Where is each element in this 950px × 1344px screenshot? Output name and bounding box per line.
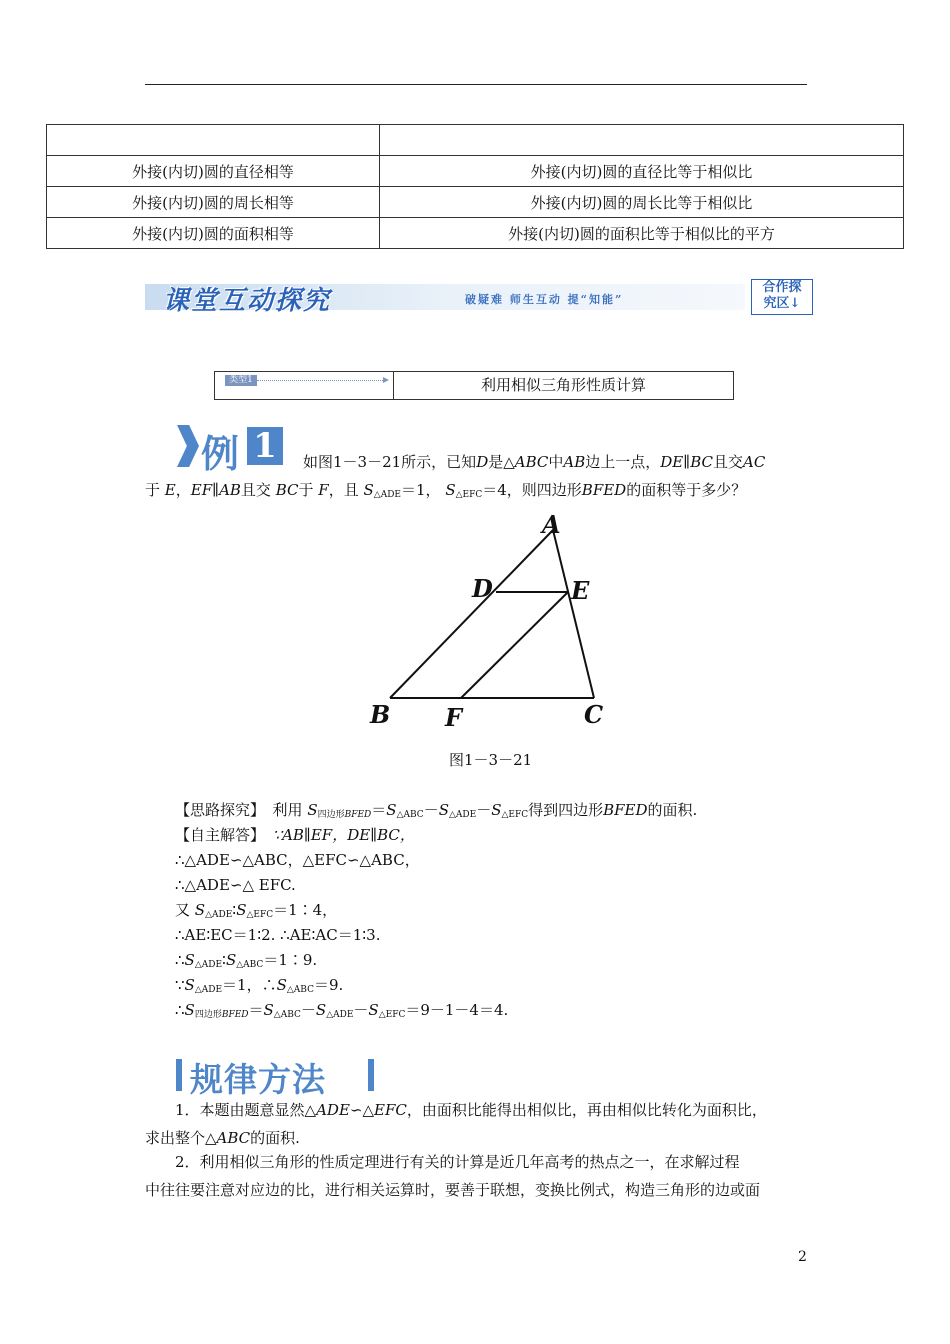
banner-box <box>751 279 813 315</box>
table-cell: 外接(内切)圆的面积相等 <box>47 218 380 249</box>
vertex-label-b: B <box>370 700 391 729</box>
table-cell: 外接(内切)圆的直径比等于相似比 <box>380 156 904 187</box>
example-line-2: 于 E，EF∥AB且交 BC于 F，且 $S_{\triangle ADE}=1$， $S_{\triangle EFC}=4$，则四边形BFED的面积等于多少？ <box>145 481 747 500</box>
table-row <box>47 156 904 187</box>
solution-line-7: $\because S_{\triangle ADE}=1$，$\therefore S_{\triangle ABC}=9$. <box>175 976 344 995</box>
heading-bar-right <box>368 1059 374 1091</box>
table-row <box>47 218 904 249</box>
example-number: 1 <box>247 427 283 465</box>
arrow-head-icon <box>383 377 389 383</box>
table-row <box>47 125 904 156</box>
vertex-label-f: F <box>445 703 463 732</box>
chevron-right-icon <box>177 425 199 467</box>
heading-bar-left <box>176 1059 182 1091</box>
banner-box-line2: 究区↓ <box>763 296 801 311</box>
type-tag: 类型1 <box>225 375 257 386</box>
analysis-line: 【思路探究】 利用 $S_{四边形BFED}=S_{\triangle ABC}-S_{\triangle ADE}-S_{\triangle EFC}$得到四边形BFED的面积. <box>175 801 698 820</box>
triangle-figure <box>360 508 620 738</box>
table-row <box>47 187 904 218</box>
banner-subtitle: 破疑难 师生互动 提“知能” <box>465 293 624 306</box>
page-number: 2 <box>798 1249 807 1265</box>
example-line-1: 如图1－3－21所示，已知D是△ABC中AB边上一点，DE∥BC且交AC <box>303 453 766 471</box>
banner-title: 课堂互动探究 <box>163 286 332 316</box>
vertex-label-c: C <box>584 700 604 729</box>
solution-line-6: $\therefore S_{\triangle ADE}∶S_{\triangle ABC}=1∶9$. <box>175 951 318 970</box>
example-badge <box>177 425 287 476</box>
vertex-label-e: E <box>571 576 590 605</box>
method-title: 规律方法 <box>190 1060 326 1099</box>
solution-line-1: 【自主解答】 ∵AB∥EF，DE∥BC， <box>175 826 415 844</box>
arrow-line-icon <box>257 380 385 382</box>
vertex-label-d: D <box>472 574 493 603</box>
table-cell: 外接(内切)圆的周长比等于相似比 <box>380 187 904 218</box>
table-cell: 外接(内切)圆的面积比等于相似比的平方 <box>380 218 904 249</box>
example-label: 例 <box>201 432 240 476</box>
type-label-cell <box>215 372 394 399</box>
type-title: 利用相似三角形性质计算 <box>480 376 646 394</box>
method-paragraph-2: 2．利用相似三角形的性质定理进行有关的计算是近几年高考的热点之一，在求解过程 中往往要注意对应边的比，进行相关运算时，要善于联想，变换比例式，构造三角形的边或面 <box>145 1153 761 1199</box>
method-paragraph-1: 1．本题由题意显然△ADE∽△EFC，由面积比能得出相似比，再由相似比转化为面积比， 求出整个△ABC的面积. <box>145 1101 767 1147</box>
solution-line-8: $\therefore S_{四边形BFED}=S_{\triangle ABC}-S_{\triangle ADE}-S_{\triangle EFC}=9-1-4=4$. <box>175 1001 509 1020</box>
type-heading-box <box>214 371 734 400</box>
solution-line-5: ∴AE∶EC＝1∶2. ∴AE∶AC＝1∶3. <box>175 926 381 944</box>
solution-line-2: ∴△ADE∽△ABC，△EFC∽△ABC， <box>175 851 420 869</box>
table-cell: 外接(内切)圆的周长相等 <box>47 187 380 218</box>
table-cell <box>380 125 904 156</box>
table-cell: 外接(内切)圆的直径相等 <box>47 156 380 187</box>
banner-box-line1: 合作探 <box>762 280 802 295</box>
section-banner <box>145 278 813 316</box>
edge-ac <box>553 530 594 698</box>
header-rule <box>145 84 807 85</box>
edge-ab <box>390 530 553 698</box>
solution-line-4: 又 $S_{\triangle ADE}∶S_{\triangle EFC}=1∶4$， <box>175 901 338 920</box>
solution-line-3: ∴△ADE∽△ EFC. <box>175 876 296 894</box>
table-cell <box>47 125 380 156</box>
comparison-table <box>46 124 904 249</box>
vertex-label-a: A <box>542 510 561 539</box>
figure-caption: 图1－3－21 <box>449 751 533 769</box>
